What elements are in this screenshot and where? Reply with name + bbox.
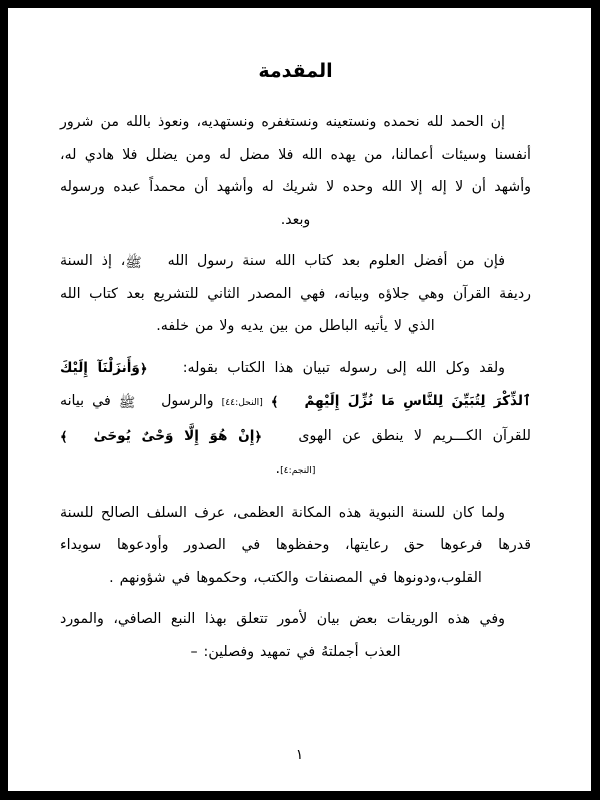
salawat-icon-second: ﷺ xyxy=(118,395,136,411)
ornate-bracket-open-icon: ﴿ xyxy=(139,361,148,377)
verses-text-d: . xyxy=(275,461,281,477)
ornate-bracket-close-icon: ﴾ xyxy=(270,395,279,410)
paragraph-khutbah: إن الحمد لله نحمده ونستعينه ونستغفره ونستهديه، ونعوذ بالله من شرور أنفسنا وسيئات أعمالنا، من يهده الله فلا مضل له ومن يضلل فلا هادي له، وأشهد أن لا إله إلا الله وحده لا شريك له وأشهد أن محمداً عبده ورسوله وبعد. xyxy=(60,114,531,228)
verse-reference-an-najm: [النجم:٤] xyxy=(280,465,316,476)
quran-verse-an-nahl-44: وَأَنزَلْنَآ إِلَيْكَ ٱلذِّكْرَ لِتُبَيِّنَ لِلنَّاسِ مَا نُزِّلَ إِلَيْهِمْ xyxy=(60,359,531,409)
page-content xyxy=(8,8,591,791)
quran-verse-an-najm-4: إِنْ هُوَ إِلَّا وَحْىٌ يُوحَىٰ xyxy=(93,427,255,444)
paragraph-quran-verses xyxy=(60,352,531,488)
salawat-icon: ﷺ xyxy=(125,255,142,271)
paragraph-salaf: ولما كان للسنة النبوية هذه المكانة العظمى، عرف السلف الصالح للسنة قدرها فرعوها حق رعايتها، وحفظوها في الصدور وأودعوها سويداء القلوب،ودونوها في المصنفات والكتب، وحكموها في شؤونهم . xyxy=(60,504,531,586)
page-paper-area xyxy=(8,8,591,791)
sunnah-virtue-text-b: ، إذ السنة رديفة القرآن وهي جلاؤه وبيانه، فهي المصدر الثاني للتشريع بعد كتاب الله الذي لا يأتيه الباطل من بين يديه ولا من خلفه. xyxy=(60,253,531,334)
verses-intro-text: ولقد وكل الله إلى رسوله تبيان هذا الكتاب بقوله: xyxy=(182,359,505,376)
page-title: المقدمة xyxy=(258,60,333,82)
ornate-bracket-open-icon-second: ﴿ xyxy=(254,429,262,445)
paragraph-sunnah-virtue xyxy=(60,245,531,343)
page-number: ١ xyxy=(295,747,304,763)
verse-reference-an-nahl: [النحل:٤٤] xyxy=(221,397,263,408)
verses-text-c: في بيانه للقرآن الكـــريم لا ينطق عن الهوى xyxy=(60,393,531,444)
verses-text-b: والرسول xyxy=(161,393,214,409)
sunnah-virtue-text-a: فإن من أفضل العلوم بعد كتاب الله سنة رسول الله xyxy=(167,253,505,269)
paragraph-purpose: وفي هذه الوريقات بعض بيان لأمور تتعلق بهذا النبع الصافي، والمورد العذب أجملتهُ في تمهيد وفصلين: – xyxy=(60,611,505,660)
ornate-bracket-close-icon-second: ﴾ xyxy=(60,429,68,445)
